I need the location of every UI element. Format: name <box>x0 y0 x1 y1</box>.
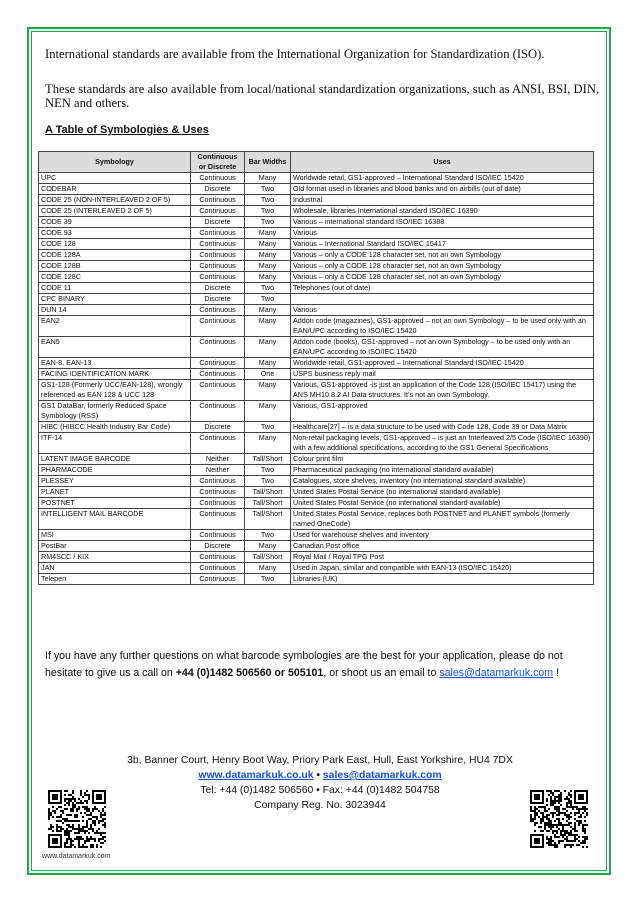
cell-uses: Various <box>291 305 594 316</box>
cell-continuous-or-discrete: Discrete <box>191 217 245 228</box>
qr-code-right <box>530 790 588 848</box>
cell-uses: Non-retail packaging levels, GS1-approved – is just an Interleaved 2/5 Code (ISO/IEC 16390) with a few additional specifications, according to the GS1 General Specifications <box>291 433 594 454</box>
cell-uses: Various – international standard ISO/IEC 16388 <box>291 217 594 228</box>
cell-continuous-or-discrete: Continuous <box>191 552 245 563</box>
cell-uses: United States Postal Service, replaces both POSTNET and PLANET symbols (formerly named OneCode) <box>291 509 594 530</box>
table-row <box>39 509 594 530</box>
contact-text-mid: , or shoot us an email to <box>323 667 440 679</box>
cell-symbology: EAN2 <box>39 316 191 337</box>
cell-symbology: CODE 128C <box>39 272 191 283</box>
table-row <box>39 228 594 239</box>
cell-uses: Addon code (magazines), GS1-approved – not an own Symbology – to be used only with an EAN/UPC according to ISO/IEC 15420 <box>291 316 594 337</box>
cell-continuous-or-discrete: Discrete <box>191 283 245 294</box>
table-row <box>39 217 594 228</box>
cell-bar-widths: Two <box>245 422 291 433</box>
table-row <box>39 563 594 574</box>
cell-bar-widths: Two <box>245 294 291 305</box>
cell-symbology: CODE 25 (INTERLEAVED 2 OF 5) <box>39 206 191 217</box>
cell-continuous-or-discrete: Continuous <box>191 476 245 487</box>
contact-email-link[interactable]: sales@datamarkuk.com <box>439 667 554 679</box>
cell-uses: Various – only a CODE 128 character set, not an own Symbology <box>291 261 594 272</box>
footer-tel-fax: Tel: +44 (0)1482 506560 • Fax: +44 (0)1482 504758 <box>200 785 440 796</box>
cell-uses: Healthcare[27] – is a data structure to be used with Code 128, Code 39 or Data Matrix <box>291 422 594 433</box>
cell-continuous-or-discrete: Continuous <box>191 272 245 283</box>
cell-continuous-or-discrete: Continuous <box>191 250 245 261</box>
cell-bar-widths: Two <box>245 195 291 206</box>
cell-continuous-or-discrete: Continuous <box>191 498 245 509</box>
cell-continuous-or-discrete: Continuous <box>191 509 245 530</box>
cell-continuous-or-discrete: Continuous <box>191 337 245 358</box>
cell-uses: Worldwide retail, GS1-approved – International Standard ISO/IEC 15420 <box>291 173 594 184</box>
cell-bar-widths: Many <box>245 401 291 422</box>
cell-bar-widths: Many <box>245 305 291 316</box>
footer-block <box>100 753 540 813</box>
table-row <box>39 574 594 585</box>
table-row <box>39 294 594 305</box>
cell-bar-widths: Many <box>245 337 291 358</box>
table-row <box>39 465 594 476</box>
cell-symbology: EAN5 <box>39 337 191 358</box>
cell-continuous-or-discrete: Continuous <box>191 380 245 401</box>
cell-continuous-or-discrete: Continuous <box>191 206 245 217</box>
cell-continuous-or-discrete: Continuous <box>191 305 245 316</box>
cell-symbology: HIBC (HIBCC Health Industry Bar Code) <box>39 422 191 433</box>
contact-text-pre: If you have any further questions on what barcode symbologies are the best for your application, please do not hesitate to give us a call on <box>45 650 563 679</box>
cell-bar-widths: Tall/Short <box>245 487 291 498</box>
cell-continuous-or-discrete: Continuous <box>191 239 245 250</box>
cell-uses: Various <box>291 228 594 239</box>
table-row <box>39 498 594 509</box>
cell-uses: United States Postal Service (no international standard available) <box>291 498 594 509</box>
cell-bar-widths: Two <box>245 206 291 217</box>
footer-links <box>100 768 540 783</box>
cell-symbology: PHARMACODE <box>39 465 191 476</box>
cell-symbology: ITF-14 <box>39 433 191 454</box>
cell-bar-widths: Many <box>245 228 291 239</box>
cell-uses: Various – only a CODE 128 character set, not an own Symbology <box>291 272 594 283</box>
table-row <box>39 541 594 552</box>
cell-bar-widths: Many <box>245 261 291 272</box>
cell-uses: Telephones (out of date) <box>291 283 594 294</box>
cell-symbology: CODE 93 <box>39 228 191 239</box>
table-row <box>39 195 594 206</box>
cell-continuous-or-discrete: Discrete <box>191 184 245 195</box>
cell-symbology: MSI <box>39 530 191 541</box>
cell-uses: Canadian Post office <box>291 541 594 552</box>
cell-uses: Various, GS1-approved -is just an application of the Code 128 (ISO/IEC 15417) using the ANS MH10.8.2 AI Data structures. It’s not an own Symbology. <box>291 380 594 401</box>
watermark-text: www.datamarkuk.com <box>42 853 111 860</box>
cell-symbology: JAN <box>39 563 191 574</box>
cell-symbology: PLANET <box>39 487 191 498</box>
cell-symbology: RM4SCC / KIX <box>39 552 191 563</box>
cell-continuous-or-discrete: Discrete <box>191 294 245 305</box>
cell-symbology: DUN 14 <box>39 305 191 316</box>
cell-uses: Various – International Standard ISO/IEC 15417 <box>291 239 594 250</box>
cell-symbology: CODE 128B <box>39 261 191 272</box>
cell-continuous-or-discrete: Continuous <box>191 574 245 585</box>
cell-continuous-or-discrete: Continuous <box>191 433 245 454</box>
cell-uses: Catalogues, store shelves, inventory (no international standard available) <box>291 476 594 487</box>
table-title: A Table of Symbologies & Uses <box>45 124 209 136</box>
table-row <box>39 476 594 487</box>
cell-bar-widths: Two <box>245 184 291 195</box>
table-row <box>39 487 594 498</box>
cell-bar-widths: Many <box>245 250 291 261</box>
table-row <box>39 422 594 433</box>
cell-uses: Pharmaceutical packaging (no international standard available) <box>291 465 594 476</box>
header-symbology: Symbology <box>39 152 191 173</box>
footer-separator: • <box>313 770 323 781</box>
cell-symbology: POSTNET <box>39 498 191 509</box>
cell-uses: Old format used in libraries and blood banks and on airbills (out of date) <box>291 184 594 195</box>
cell-symbology: LATENT IMAGE BARCODE <box>39 454 191 465</box>
table-header-row <box>39 152 594 173</box>
cell-bar-widths: Two <box>245 217 291 228</box>
cell-bar-widths: Many <box>245 380 291 401</box>
table-row <box>39 305 594 316</box>
qr-code-left <box>48 790 106 848</box>
cell-continuous-or-discrete: Continuous <box>191 369 245 380</box>
cell-bar-widths: Many <box>245 173 291 184</box>
cell-continuous-or-discrete: Continuous <box>191 358 245 369</box>
cell-uses: Industrial <box>291 195 594 206</box>
footer-email-link[interactable]: sales@datamarkuk.com <box>322 770 442 781</box>
symbology-table <box>38 151 594 585</box>
table-row <box>39 250 594 261</box>
cell-bar-widths: One <box>245 369 291 380</box>
table-row <box>39 380 594 401</box>
header-continuous-or-discrete: Continuous or Discrete <box>191 152 245 173</box>
table-row <box>39 206 594 217</box>
table-row <box>39 433 594 454</box>
cell-bar-widths: Many <box>245 358 291 369</box>
cell-bar-widths: Many <box>245 563 291 574</box>
cell-bar-widths: Two <box>245 283 291 294</box>
cell-symbology: CODE 128 <box>39 239 191 250</box>
table-row <box>39 337 594 358</box>
cell-symbology: CODEBAR <box>39 184 191 195</box>
intro-paragraph-iso: International standards are available from the International Organization for Standardization (ISO). <box>45 47 545 61</box>
cell-symbology: CODE 25 (NON-INTERLEAVED 2 OF 5) <box>39 195 191 206</box>
cell-bar-widths: Tall/Short <box>245 454 291 465</box>
cell-symbology: PLESSEY <box>39 476 191 487</box>
table-row <box>39 358 594 369</box>
cell-continuous-or-discrete: Continuous <box>191 563 245 574</box>
contact-paragraph <box>45 648 600 682</box>
contact-text-post: ! <box>553 667 560 679</box>
header-uses: Uses <box>291 152 594 173</box>
cell-continuous-or-discrete: Continuous <box>191 261 245 272</box>
cell-bar-widths: Two <box>245 530 291 541</box>
header-bar-widths: Bar Widths <box>245 152 291 173</box>
cell-continuous-or-discrete: Continuous <box>191 316 245 337</box>
cell-symbology: INTELLIGENT MAIL BARCODE <box>39 509 191 530</box>
cell-symbology: CODE 11 <box>39 283 191 294</box>
cell-symbology: GS1-128 (Formerly UCC/EAN-128), wrongly referenced as EAN 128 & UCC 128 <box>39 380 191 401</box>
cell-uses: United States Postal Service (no international standard available) <box>291 487 594 498</box>
website-link[interactable]: www.datamarkuk.co.uk <box>198 770 314 781</box>
intro-paragraph-national: These standards are also available from local/national standardization organizations, such as ANSI, BSI, DIN, NEN and others. <box>45 82 600 110</box>
table-row <box>39 401 594 422</box>
cell-continuous-or-discrete: Neither <box>191 465 245 476</box>
table-row <box>39 552 594 563</box>
table-row <box>39 454 594 465</box>
table-body <box>39 173 594 585</box>
cell-uses: Various – only a CODE 128 character set, not an own Symbology <box>291 250 594 261</box>
table-row <box>39 316 594 337</box>
cell-uses: Wholesale, libraries International standard ISO/IEC 16390 <box>291 206 594 217</box>
cell-uses: Libraries (UK) <box>291 574 594 585</box>
cell-bar-widths: Two <box>245 465 291 476</box>
cell-uses: Various, GS1-approved <box>291 401 594 422</box>
cell-uses: Used for warehouse shelves and inventory <box>291 530 594 541</box>
cell-bar-widths: Many <box>245 316 291 337</box>
table-row <box>39 369 594 380</box>
cell-uses: USPS business reply mail <box>291 369 594 380</box>
cell-uses: Worldwide retail, GS1-approved – International Standard ISO/IEC 15420 <box>291 358 594 369</box>
cell-symbology: PostBar <box>39 541 191 552</box>
table-row <box>39 239 594 250</box>
cell-continuous-or-discrete: Neither <box>191 454 245 465</box>
cell-bar-widths: Many <box>245 239 291 250</box>
cell-symbology: Telepen <box>39 574 191 585</box>
cell-bar-widths: Many <box>245 541 291 552</box>
cell-continuous-or-discrete: Discrete <box>191 422 245 433</box>
cell-uses: Used in Japan, similar and compatible with EAN-13 (ISO/IEC 15420) <box>291 563 594 574</box>
cell-symbology: CODE 128A <box>39 250 191 261</box>
cell-continuous-or-discrete: Continuous <box>191 530 245 541</box>
cell-symbology: FACING IDENTIFICATION MARK <box>39 369 191 380</box>
cell-continuous-or-discrete: Continuous <box>191 228 245 239</box>
cell-symbology: CPC BINARY <box>39 294 191 305</box>
cell-uses <box>291 294 594 305</box>
table-row <box>39 530 594 541</box>
table-row <box>39 272 594 283</box>
cell-bar-widths: Tall/Short <box>245 552 291 563</box>
cell-uses: Addon code (books), GS1-approved – not an own Symbology – to be used only with an EAN/UPC according to ISO/IEC 15420 <box>291 337 594 358</box>
cell-bar-widths: Many <box>245 272 291 283</box>
cell-bar-widths: Many <box>245 433 291 454</box>
cell-symbology: UPC <box>39 173 191 184</box>
table-row <box>39 261 594 272</box>
cell-bar-widths: Two <box>245 476 291 487</box>
cell-bar-widths: Tall/Short <box>245 498 291 509</box>
cell-symbology: CODE 39 <box>39 217 191 228</box>
cell-continuous-or-discrete: Continuous <box>191 487 245 498</box>
cell-bar-widths: Two <box>245 574 291 585</box>
cell-uses: Royal Mail / Royal TPG Post <box>291 552 594 563</box>
cell-continuous-or-discrete: Discrete <box>191 541 245 552</box>
cell-bar-widths: Tall/Short <box>245 509 291 530</box>
footer-address: 3b, Banner Court, Henry Boot Way, Priory Park East, Hull, East Yorkshire, HU4 7DX <box>127 755 513 766</box>
footer-company-reg: Company Reg. No. 3023944 <box>254 800 386 811</box>
table-row <box>39 184 594 195</box>
cell-continuous-or-discrete: Continuous <box>191 173 245 184</box>
cell-uses: Colour print film <box>291 454 594 465</box>
table-row <box>39 283 594 294</box>
cell-symbology: EAN-8, EAN-13 <box>39 358 191 369</box>
cell-continuous-or-discrete: Continuous <box>191 401 245 422</box>
contact-phone-numbers: +44 (0)1482 506560 or 505101 <box>175 667 324 679</box>
table-row <box>39 173 594 184</box>
cell-continuous-or-discrete: Continuous <box>191 195 245 206</box>
cell-symbology: GS1 DataBar, formerly Reduced Space Symbology (RSS) <box>39 401 191 422</box>
